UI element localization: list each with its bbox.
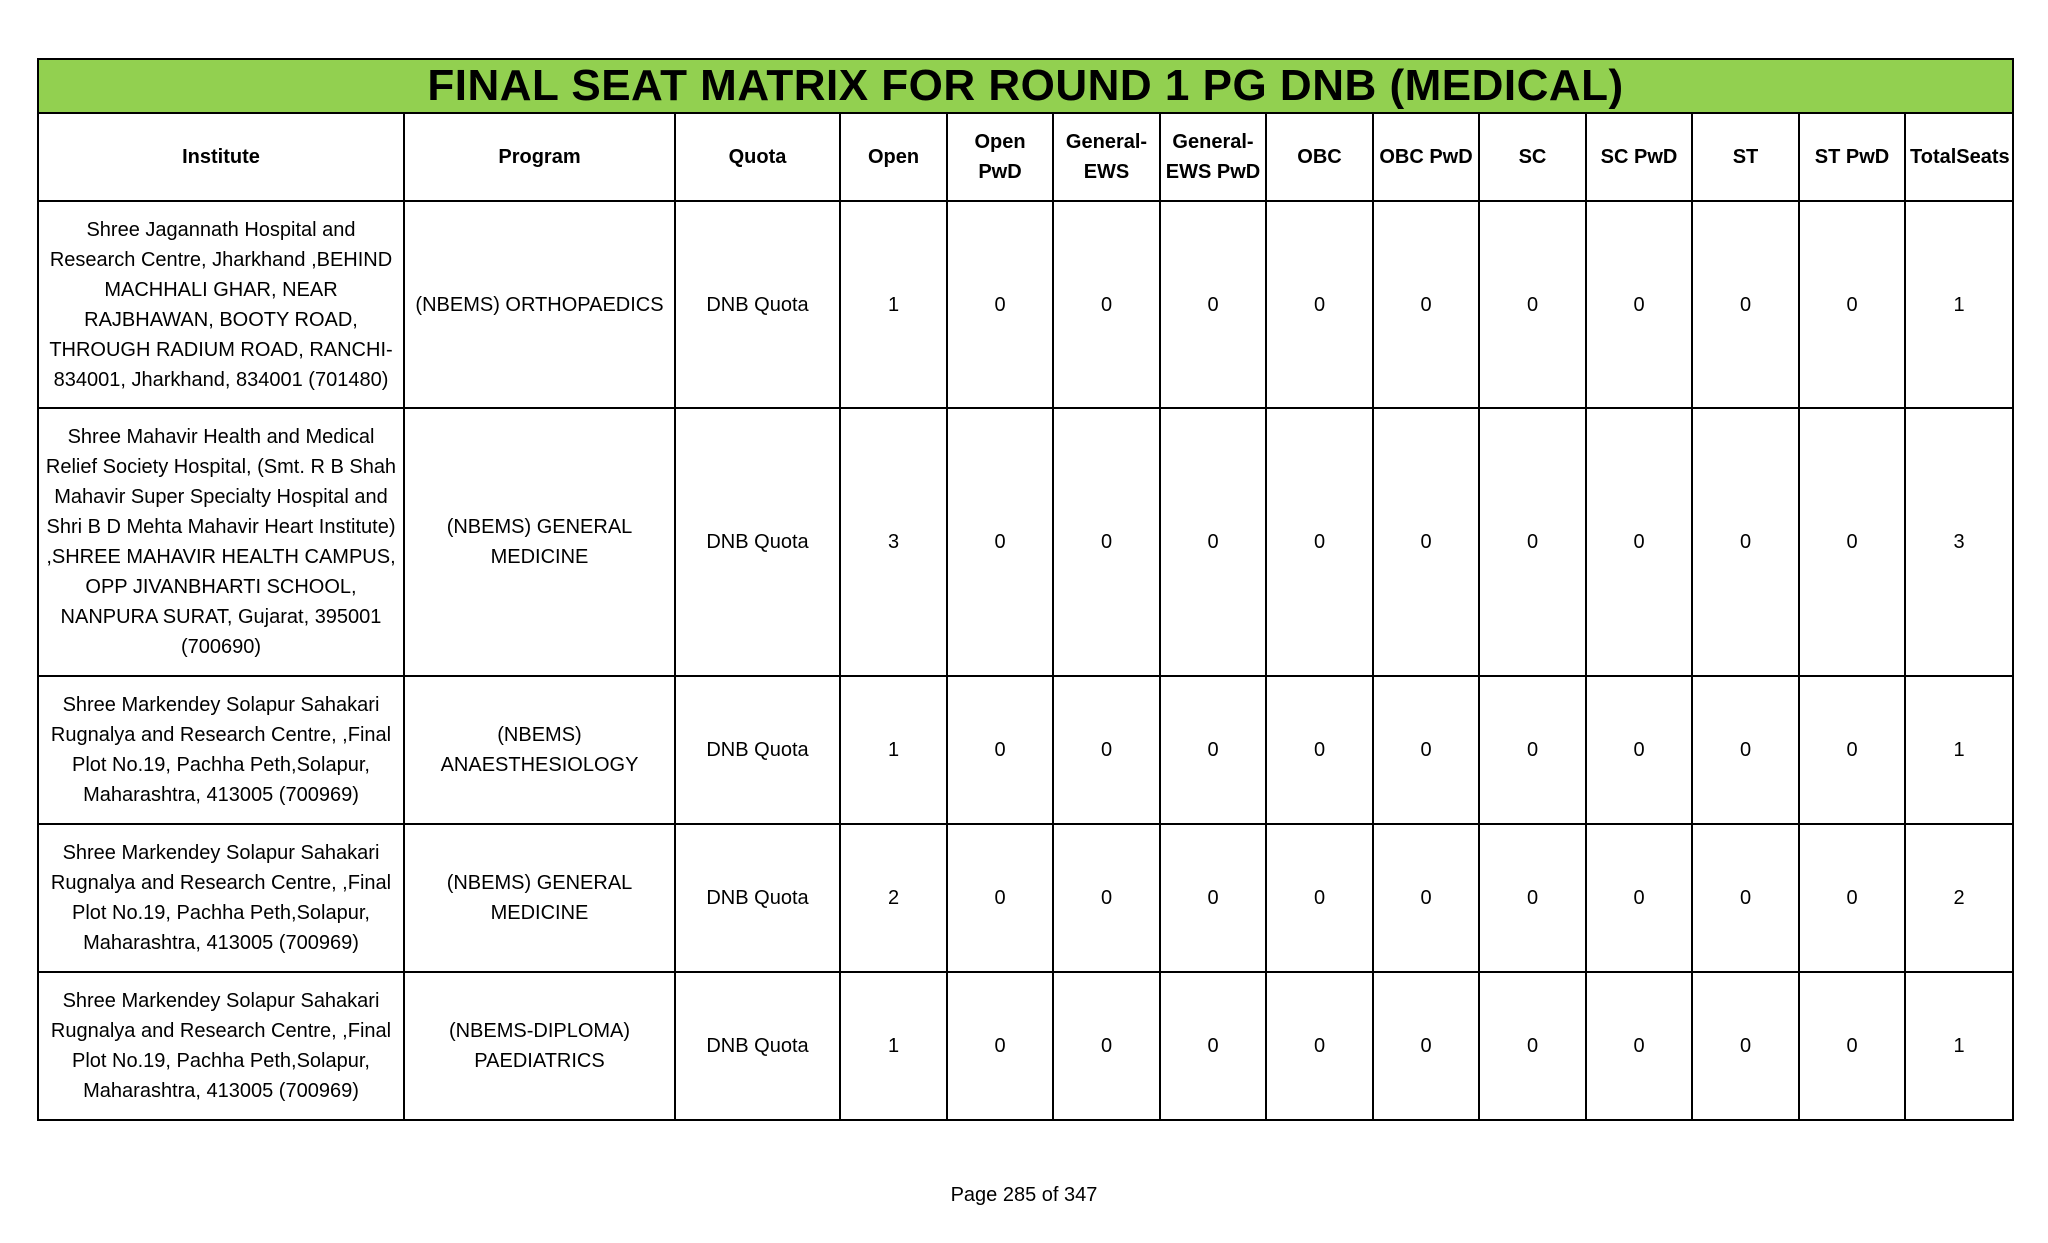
- column-header-general-ews-pwd: General-EWS PwD: [1160, 113, 1266, 201]
- general-ews-cell: 0: [1053, 201, 1160, 408]
- general-ews-cell: 0: [1053, 676, 1160, 824]
- general-ews-pwd-cell: 0: [1160, 201, 1266, 408]
- column-header-general-ews: General-EWS: [1053, 113, 1160, 201]
- column-header-open: Open: [840, 113, 947, 201]
- obc-pwd-cell: 0: [1373, 824, 1479, 972]
- sc-cell: 0: [1479, 676, 1586, 824]
- general-ews-cell: 0: [1053, 408, 1160, 676]
- title-banner: [38, 59, 2013, 113]
- open-cell: 1: [840, 676, 947, 824]
- st-pwd-cell: 0: [1799, 824, 1905, 972]
- obc-cell: 0: [1266, 824, 1373, 972]
- program-cell: (NBEMS) GENERAL MEDICINE: [404, 824, 675, 972]
- column-header-obc-pwd: OBC PwD: [1373, 113, 1479, 201]
- total-seats-cell: 1: [1905, 201, 2013, 408]
- total-seats-cell: 1: [1905, 676, 2013, 824]
- column-header-total-seats: TotalSeats: [1905, 113, 2013, 201]
- total-seats-cell: 2: [1905, 824, 2013, 972]
- general-ews-cell: 0: [1053, 972, 1160, 1120]
- column-header-obc: OBC: [1266, 113, 1373, 201]
- program-cell: (NBEMS-DIPLOMA) PAEDIATRICS: [404, 972, 675, 1120]
- obc-pwd-cell: 0: [1373, 201, 1479, 408]
- institute-cell: Shree Markendey Solapur Sahakari Rugnalya and Research Centre, ,Final Plot No.19, Pachha Peth,Solapur, Maharashtra, 413005 (700969): [38, 676, 404, 824]
- quota-cell: DNB Quota: [675, 676, 840, 824]
- total-seats-cell: 1: [1905, 972, 2013, 1120]
- obc-cell: 0: [1266, 972, 1373, 1120]
- program-cell: (NBEMS) ANAESTHESIOLOGY: [404, 676, 675, 824]
- sc-cell: 0: [1479, 408, 1586, 676]
- table-row: [38, 676, 2013, 824]
- sc-pwd-cell: 0: [1586, 824, 1692, 972]
- institute-cell: Shree Markendey Solapur Sahakari Rugnalya and Research Centre, ,Final Plot No.19, Pachha Peth,Solapur, Maharashtra, 413005 (700969): [38, 972, 404, 1120]
- table-row: [38, 972, 2013, 1120]
- obc-pwd-cell: 0: [1373, 972, 1479, 1120]
- obc-pwd-cell: 0: [1373, 408, 1479, 676]
- st-cell: 0: [1692, 408, 1799, 676]
- open-cell: 3: [840, 408, 947, 676]
- column-header-st-pwd: ST PwD: [1799, 113, 1905, 201]
- st-pwd-cell: 0: [1799, 201, 1905, 408]
- page-number-footer: Page 285 of 347: [950, 1184, 1098, 1206]
- table-row: [38, 201, 2013, 408]
- obc-cell: 0: [1266, 201, 1373, 408]
- general-ews-pwd-cell: 0: [1160, 824, 1266, 972]
- sc-cell: 0: [1479, 972, 1586, 1120]
- open-cell: 2: [840, 824, 947, 972]
- total-seats-cell: 3: [1905, 408, 2013, 676]
- column-header-open-pwd: Open PwD: [947, 113, 1053, 201]
- header-row: [38, 113, 2013, 201]
- open-pwd-cell: 0: [947, 824, 1053, 972]
- st-pwd-cell: 0: [1799, 972, 1905, 1120]
- st-cell: 0: [1692, 201, 1799, 408]
- st-cell: 0: [1692, 972, 1799, 1120]
- obc-pwd-cell: 0: [1373, 676, 1479, 824]
- open-pwd-cell: 0: [947, 676, 1053, 824]
- quota-cell: DNB Quota: [675, 972, 840, 1120]
- column-header-sc: SC: [1479, 113, 1586, 201]
- general-ews-pwd-cell: 0: [1160, 676, 1266, 824]
- st-cell: 0: [1692, 824, 1799, 972]
- column-header-sc-pwd: SC PwD: [1586, 113, 1692, 201]
- page-title: FINAL SEAT MATRIX FOR ROUND 1 PG DNB (MEDICAL): [427, 61, 1624, 110]
- quota-cell: DNB Quota: [675, 201, 840, 408]
- sc-pwd-cell: 0: [1586, 972, 1692, 1120]
- program-cell: (NBEMS) GENERAL MEDICINE: [404, 408, 675, 676]
- title-row: [38, 59, 2013, 113]
- sc-pwd-cell: 0: [1586, 201, 1692, 408]
- open-cell: 1: [840, 972, 947, 1120]
- open-pwd-cell: 0: [947, 408, 1053, 676]
- st-pwd-cell: 0: [1799, 408, 1905, 676]
- open-cell: 1: [840, 201, 947, 408]
- institute-cell: Shree Jagannath Hospital and Research Centre, Jharkhand ,BEHIND MACHHALI GHAR, NEAR RAJBHAWAN, BOOTY ROAD, THROUGH RADIUM ROAD, RANCHI-834001, Jharkhand, 834001 (701480): [38, 201, 404, 408]
- st-pwd-cell: 0: [1799, 676, 1905, 824]
- obc-cell: 0: [1266, 408, 1373, 676]
- table-row: [38, 824, 2013, 972]
- sc-pwd-cell: 0: [1586, 676, 1692, 824]
- sc-cell: 0: [1479, 824, 1586, 972]
- quota-cell: DNB Quota: [675, 824, 840, 972]
- open-pwd-cell: 0: [947, 972, 1053, 1120]
- general-ews-pwd-cell: 0: [1160, 972, 1266, 1120]
- program-cell: (NBEMS) ORTHOPAEDICS: [404, 201, 675, 408]
- sc-pwd-cell: 0: [1586, 408, 1692, 676]
- general-ews-pwd-cell: 0: [1160, 408, 1266, 676]
- obc-cell: 0: [1266, 676, 1373, 824]
- column-header-quota: Quota: [675, 113, 840, 201]
- quota-cell: DNB Quota: [675, 408, 840, 676]
- st-cell: 0: [1692, 676, 1799, 824]
- column-header-institute: Institute: [38, 113, 404, 201]
- column-header-program: Program: [404, 113, 675, 201]
- institute-cell: Shree Mahavir Health and Medical Relief Society Hospital, (Smt. R B Shah Mahavir Super Specialty Hospital and Shri B D Mehta Mahavir Heart Institute) ,SHREE MAHAVIR HEALTH CAMPUS, OPP JIVANBHARTI SCHOOL, NANPURA SURAT, Gujarat, 395001 (700690): [38, 408, 404, 676]
- column-header-st: ST: [1692, 113, 1799, 201]
- table-row: [38, 408, 2013, 676]
- seat-matrix-sheet: [37, 58, 2012, 1121]
- sc-cell: 0: [1479, 201, 1586, 408]
- seat-matrix-table: [37, 58, 2014, 1121]
- open-pwd-cell: 0: [947, 201, 1053, 408]
- institute-cell: Shree Markendey Solapur Sahakari Rugnalya and Research Centre, ,Final Plot No.19, Pachha Peth,Solapur, Maharashtra, 413005 (700969): [38, 824, 404, 972]
- general-ews-cell: 0: [1053, 824, 1160, 972]
